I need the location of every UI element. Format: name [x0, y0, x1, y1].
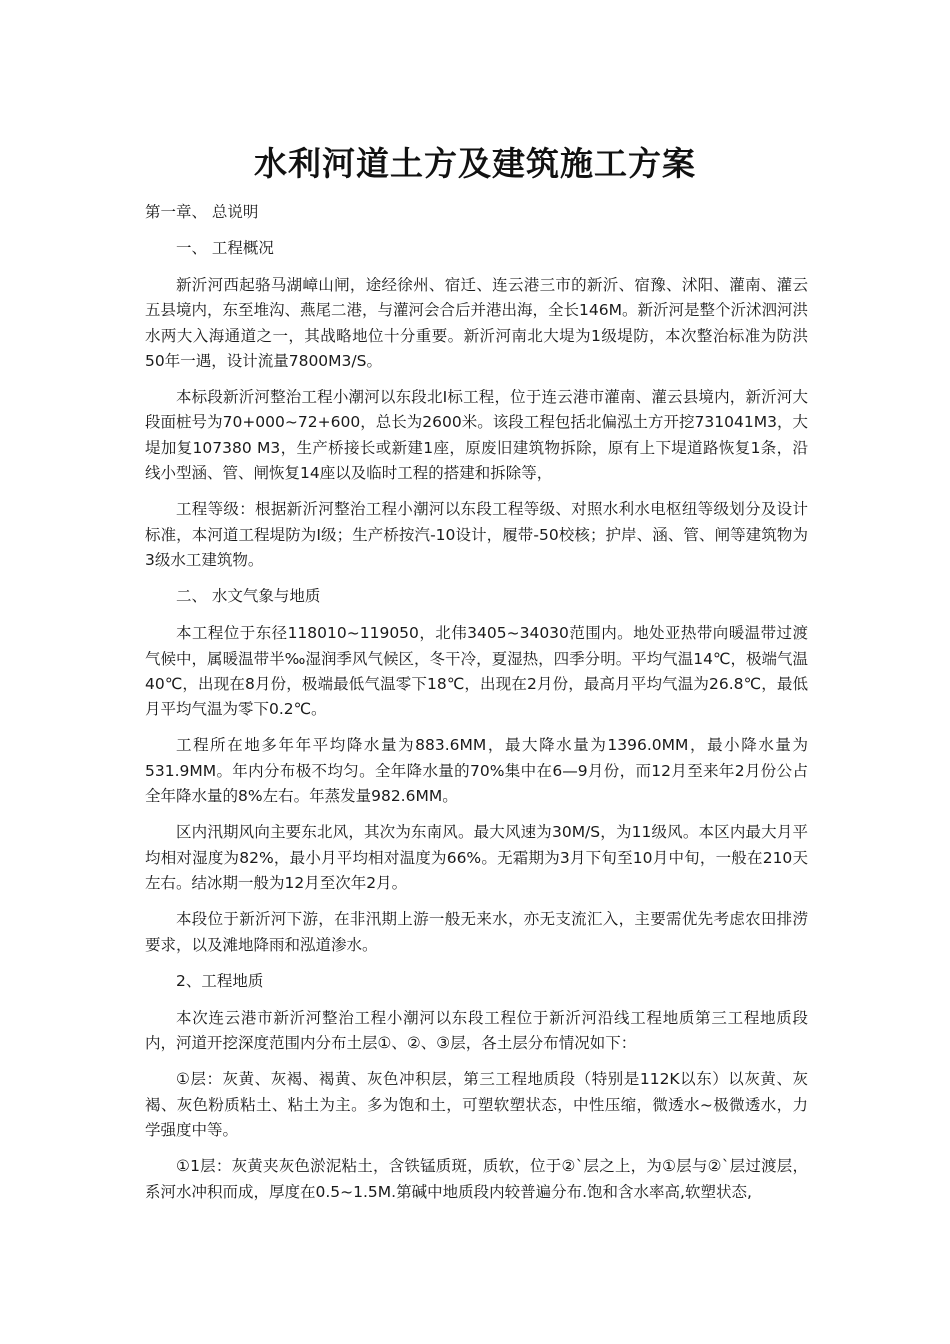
section-heading-overview: 一、 工程概况 [176, 239, 274, 257]
paragraph: 新沂河西起骆马湖嶂山闸，途经徐州、宿迁、连云港三市的新沂、宿豫、沭阳、灌南、灌云五县境内，东至堆沟、燕尾二港，与灌河会合后并港出海，全长146M。新沂河是整个沂沭泗河洪水两大入海通道之一，其战略地位十分重要。新沂河南北大堤为1级堤防，本次整治标准为防洪50年一遇，设计流量7800M3/S。 [145, 276, 808, 370]
paragraph: 本工程位于东径118010~119050，北伟3405~34030范围内。地处亚热带向暖温带过渡气候中，属暖温带半‰湿润季风气候区，冬干冷，夏湿热，四季分明。平均气温14℃，极端气温40℃，出现在8月份，极端最低气温零下18℃，出现在2月份，最高月平均气温为26.8℃，最低月平均气温为零下0.2℃。 [145, 624, 808, 719]
paragraph: 工程等级：根据新沂河整治工程小潮河以东段工程等级、对照水利水电枢纽等级划分及设计标准，本河道工程堤防为Ⅰ级；生产桥按汽-10设计，履带-50校核；护岸、涵、管、闸等建筑物为3级水工建筑物。 [145, 500, 808, 569]
paragraph: 工程所在地多年年平均降水量为883.6MM，最大降水量为1396.0MM，最小降水量为531.9MM。年内分布极不均匀。全年降水量的70%集中在6—9月份，而12月至来年2月份公占全年降水量的8%左右。年蒸发量982.6MM。 [145, 736, 808, 806]
chapter-heading: 第一章、 总说明 [145, 203, 259, 221]
section-heading-geology: 2、工程地质 [176, 971, 264, 990]
paragraph: ①1层：灰黄夹灰色淤泥粘土，含铁锰质斑，质软，位于②`层之上，为①层与②`层过渡层，系河水冲积而成，厚度在0.5~1.5M.第碱中地质段内较普遍分布.饱和含水率高,软塑状态, [145, 1157, 808, 1201]
paragraph: 本次连云港市新沂河整治工程小潮河以东段工程位于新沂河沿线工程地质第三工程地质段内，河道开挖深度范围内分布土层①、②、③层，各土层分布情况如下： [145, 1008, 808, 1053]
paragraph: 本标段新沂河整治工程小潮河以东段北Ⅰ标工程，位于连云港市灌南、灌云县境内，新沂河大段面桩号为70+000~72+600，总长为2600米。该段工程包括北偏泓土方开挖731041M3，大堤加复107380 M3，生产桥接长或新建1座，原废旧建筑物拆除，原有上下堤道路恢复1条，沿线小型涵、管、闸恢复14座以及临时工程的搭建和拆除等， [145, 388, 808, 483]
paragraph: 区内汛期风向主要东北风，其次为东南风。最大风速为30M/S，为11级风。本区内最大月平均相对湿度为82%，最小月平均相对温度为66%。无霜期为3月下旬至10月中旬，一般在210天左右。结冰期一般为12月至次年2月。 [145, 823, 808, 892]
paragraph: ①层：灰黄、灰褐、褐黄、灰色冲积层，第三工程地质段（特别是112K以东）以灰黄、灰褐、灰色粉质粘土、粘土为主。多为饱和土，可塑软塑状态，中性压缩，微透水~极微透水，力学强度中等。 [145, 1070, 808, 1140]
page-title: 水利河道土方及建筑施工方案 [254, 144, 696, 183]
section-heading-hydrology: 二、 水文气象与地质 [176, 587, 321, 606]
paragraph: 本段位于新沂河下游，在非汛期上游一般无来水，亦无支流汇入，主要需优先考虑农田排涝要求，以及滩地降雨和泓道渗水。 [145, 910, 808, 954]
document-body [145, 200, 808, 1216]
